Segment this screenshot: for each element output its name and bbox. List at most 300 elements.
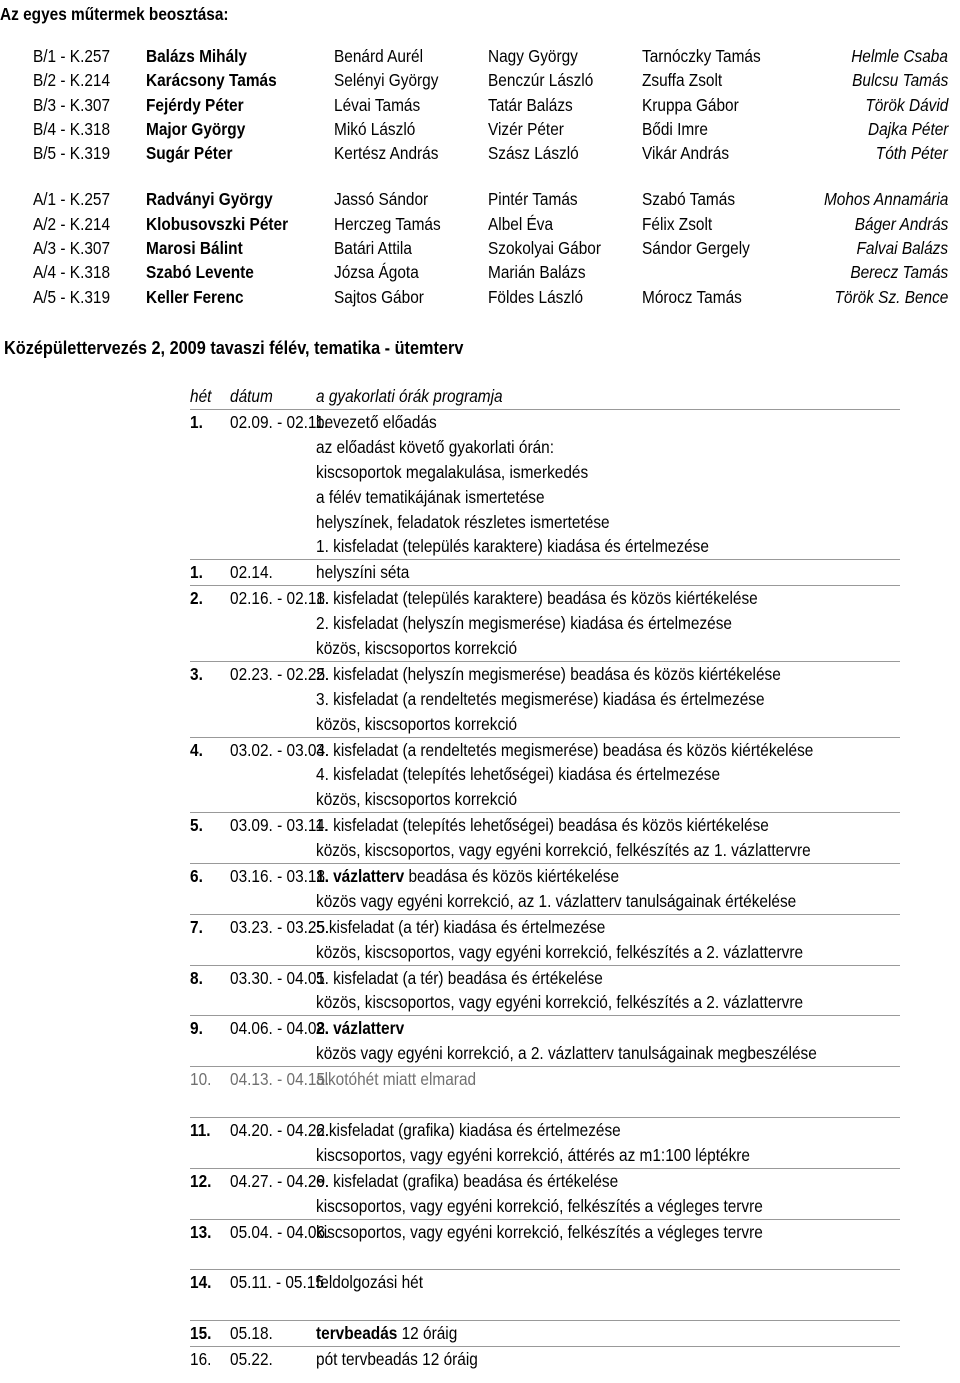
week-number	[190, 1321, 228, 1346]
week-date	[230, 1169, 330, 1194]
week-date	[230, 738, 330, 763]
studio-teacher-text: Batári Attila	[334, 238, 412, 259]
program-line	[316, 687, 900, 712]
week-number	[190, 864, 228, 889]
studio-teacher-text: Mikó László	[334, 118, 416, 139]
studio-leader	[146, 68, 295, 92]
program-line-text	[316, 510, 610, 535]
studio-consultant	[844, 236, 948, 260]
program-text: közös, kiscsoportos korrekció	[316, 789, 518, 810]
week-date-text: 03.23. - 03.25.	[230, 916, 330, 937]
studio-consultant-text: Bulcsu Tamás	[851, 70, 948, 91]
program-text: kiscsoportos, vagy egyéni korrekció, felkészítés a végleges tervre	[316, 1221, 763, 1242]
week-number	[190, 662, 228, 687]
studio-consultant-text: Helmle Csaba	[851, 46, 948, 66]
week-program	[316, 1118, 900, 1168]
program-text: 1. kisfeladat (település karaktere) beadása és közös kiértékelése	[316, 588, 758, 609]
studio-consultant	[807, 187, 948, 211]
week-row	[190, 661, 900, 737]
studio-leader-text: Major György	[146, 118, 246, 139]
week-row	[190, 965, 900, 1016]
studio-row	[0, 117, 960, 141]
studio-teacher	[642, 285, 755, 309]
week-date	[230, 410, 329, 435]
week-row	[190, 409, 900, 559]
week-number	[190, 1270, 228, 1295]
studio-code-text: B/2 - K.214	[33, 70, 111, 91]
program-text: 6.kisfeladat (grafika) kiadása és értelmezése	[316, 1119, 621, 1140]
studio-leader	[146, 44, 261, 68]
studio-row	[0, 212, 960, 236]
program-line	[316, 762, 900, 787]
week-number-text: 2.	[190, 588, 203, 609]
week-program	[316, 1169, 900, 1219]
program-line	[316, 889, 900, 914]
week-date	[230, 560, 314, 585]
studio-code	[33, 117, 121, 141]
studio-teacher-text: Herczeg Tamás	[334, 213, 441, 234]
group-separator	[0, 165, 960, 187]
studio-code	[33, 236, 121, 260]
week-row	[190, 812, 900, 863]
studio-code-text: A/1 - K.257	[33, 189, 111, 210]
program-line-text	[316, 636, 517, 661]
program-text: 4. kisfeladat (telepítés lehetőségei) kiadása és értelmezése	[316, 764, 721, 785]
program-line	[316, 1092, 900, 1117]
program-line-text	[316, 1220, 763, 1245]
week-number	[190, 1347, 228, 1372]
program-line	[316, 738, 900, 763]
studio-teacher-text: Szokolyai Gábor	[488, 238, 601, 259]
program-line-text	[316, 1143, 750, 1168]
studio-leader	[146, 236, 256, 260]
program-text: alkotóhét miatt elmarad	[316, 1069, 477, 1090]
week-date-text: 03.16. - 03.18.	[230, 866, 330, 887]
studio-leader-text: Sugár Péter	[146, 143, 233, 164]
week-date	[230, 813, 329, 838]
program-line	[316, 990, 900, 1015]
header-date: dátum	[230, 386, 273, 406]
program-line	[316, 1244, 900, 1269]
studio-teacher	[334, 141, 453, 165]
program-line	[316, 966, 900, 991]
program-line-text	[316, 1347, 478, 1372]
program-line-text	[316, 611, 732, 636]
program-line	[316, 1143, 900, 1168]
week-date-text: 03.30. - 04.01	[230, 967, 326, 988]
program-line	[316, 1295, 900, 1320]
studio-teacher-text: Félix Zsolt	[642, 213, 713, 234]
studio-teacher	[334, 93, 432, 117]
program-text: 2. kisfeladat (helyszín megismerése) beadása és közös kiértékelése	[316, 663, 781, 684]
studio-leader-text: Fejérdy Péter	[146, 94, 244, 115]
week-program	[316, 1270, 900, 1320]
week-date	[230, 662, 330, 687]
studio-code-text: A/5 - K.319	[33, 286, 111, 307]
program-line-text	[316, 687, 765, 712]
program-line	[316, 915, 900, 940]
program-text: közös, kiscsoportos, vagy egyéni korrekció, felkészítés a 2. vázlattervre	[316, 941, 804, 962]
program-line	[316, 485, 900, 510]
studio-code-text: B/3 - K.307	[33, 94, 111, 115]
program-text: 12 óráig	[397, 1323, 458, 1344]
studio-code-text: A/2 - K.214	[33, 213, 111, 234]
week-row	[190, 1168, 900, 1219]
studio-leader	[146, 93, 257, 117]
program-line-text	[316, 838, 811, 863]
program-text: közös, kiscsoportos, vagy egyéni korrekció, felkészítés az 1. vázlattervre	[316, 840, 811, 861]
program-line-text	[316, 560, 409, 585]
studio-leader	[146, 187, 290, 211]
studio-teacher	[488, 260, 599, 284]
week-number	[190, 1118, 228, 1143]
program-text: közös, kiscsoportos, vagy egyéni korrekció, felkészítés a 2. vázlattervre	[316, 992, 804, 1013]
program-highlight: 2. vázlatterv	[316, 1018, 405, 1039]
studio-consultant	[838, 44, 948, 68]
program-line	[316, 534, 900, 559]
week-number-text: 7.	[190, 916, 203, 937]
studio-consultant-text: Török Dávid	[864, 94, 948, 115]
program-line	[316, 636, 900, 661]
program-text: 4. kisfeladat (telepítés lehetőségei) beadása és közös kiértékelése	[316, 815, 769, 836]
studio-teacher-text: Sándor Gergely	[642, 238, 750, 259]
week-row	[190, 863, 900, 914]
studio-teacher-text: Jassó Sándor	[334, 189, 429, 210]
schedule-weeks	[190, 409, 900, 1372]
week-row	[190, 1015, 900, 1066]
studio-leader-text: Marosi Bálint	[146, 238, 243, 259]
studio-consultant-text: Báger András	[854, 213, 948, 234]
program-line	[316, 1347, 900, 1372]
week-date-text: 04.13. - 04.15.	[230, 1069, 330, 1090]
week-row	[190, 1117, 900, 1168]
program-text: 1. kisfeladat (település karaktere) kiadása és értelmezése	[316, 536, 709, 557]
studio-teacher	[488, 236, 616, 260]
studio-leader-text: Karácsony Tamás	[146, 70, 277, 91]
studio-teacher	[334, 187, 441, 211]
program-line-text	[316, 485, 545, 510]
week-number-text: 1.	[190, 562, 203, 583]
program-line	[316, 611, 900, 636]
studio-teacher	[642, 236, 765, 260]
week-number	[190, 586, 228, 611]
week-date-text: 02.23. - 02.25.	[230, 663, 330, 684]
week-date-text: 04.27. - 04.29.	[230, 1170, 330, 1191]
studio-consultant	[839, 68, 948, 92]
week-date-text: 03.02. - 03.04.	[230, 739, 330, 760]
studio-teacher-text: Szász László	[488, 143, 579, 164]
studio-teacher	[642, 212, 722, 236]
week-date	[230, 1067, 330, 1092]
studio-teacher-text: Vikár András	[642, 143, 730, 164]
program-text: helyszíni séta	[316, 562, 410, 583]
program-line-text	[316, 915, 605, 940]
studio-consultant	[854, 93, 948, 117]
studio-consultant-text: Török Sz. Bence	[834, 286, 948, 307]
program-line-text	[316, 940, 803, 965]
week-date	[230, 864, 330, 889]
program-highlight: tervbeadás	[316, 1323, 398, 1344]
studio-teacher	[488, 117, 574, 141]
program-text: pót tervbeadás 12 óráig	[316, 1348, 478, 1369]
week-row	[190, 1346, 900, 1372]
studio-teacher-text: Selényi György	[334, 70, 439, 91]
studio-teacher-text: Józsa Ágota	[334, 262, 419, 283]
week-number-text: 1.	[190, 412, 203, 432]
studio-leader-text: Klobusovszki Péter	[146, 213, 289, 234]
studio-leader-text: Radványi György	[146, 189, 273, 210]
studio-teacher-text: Benczúr László	[488, 70, 594, 91]
program-line	[316, 1220, 900, 1245]
program-highlight: 1. vázlatterv	[316, 866, 405, 887]
program-line	[316, 1321, 900, 1346]
schedule-title: Középülettervezés 2, 2009 tavaszi félév, tematika - ütemterv	[4, 337, 464, 358]
program-text: 3. kisfeladat (a rendeltetés megismerése) kiadása és értelmezése	[316, 688, 765, 709]
studio-teacher	[488, 212, 562, 236]
week-date	[230, 1016, 330, 1041]
week-date	[230, 1118, 330, 1143]
week-date	[230, 586, 330, 611]
week-program	[316, 586, 900, 661]
program-text: feldolgozási hét	[316, 1272, 424, 1293]
week-number-text: 16.	[190, 1348, 212, 1369]
studio-consultant	[837, 260, 948, 284]
program-line-text	[316, 1118, 621, 1143]
week-program	[316, 1016, 900, 1066]
week-program	[316, 662, 900, 737]
studio-code	[33, 260, 121, 284]
week-date	[230, 1270, 329, 1295]
studio-leader-text: Keller Ferenc	[146, 286, 244, 307]
studio-leader	[146, 285, 257, 309]
week-row	[190, 737, 900, 813]
week-number	[190, 1016, 228, 1041]
studio-row	[0, 44, 960, 68]
studio-code-text: B/1 - K.257	[33, 46, 111, 66]
week-program	[316, 1321, 900, 1346]
program-line-text	[316, 1270, 423, 1295]
studio-code	[33, 285, 121, 309]
week-date-text: 04.20. - 04.22.	[230, 1119, 330, 1140]
program-line-text	[316, 1041, 817, 1066]
week-number	[190, 560, 228, 585]
program-line-text	[316, 435, 554, 460]
studio-teacher	[334, 68, 453, 92]
week-number-text: 4.	[190, 739, 203, 760]
program-line-text	[316, 1169, 618, 1194]
week-number	[190, 738, 228, 763]
program-text: a félév tematikájának ismertetése	[316, 486, 545, 507]
studio-teacher-text: Lévai Tamás	[334, 94, 421, 115]
schedule-header	[190, 384, 900, 409]
studio-teacher-text: Mórocz Tamás	[642, 286, 742, 307]
studio-teacher	[334, 44, 435, 68]
program-line-text	[316, 813, 769, 838]
program-text: közös, kiscsoportos korrekció	[316, 638, 518, 659]
studio-leader-text: Balázs Mihály	[146, 46, 248, 66]
program-line	[316, 940, 900, 965]
program-line-text	[316, 1194, 763, 1219]
studio-code-text: B/4 - K.318	[33, 118, 111, 139]
studio-teacher	[334, 236, 423, 260]
studio-teacher-text: Tatár Balázs	[488, 94, 573, 115]
week-number-text: 10.	[190, 1069, 212, 1090]
program-text: az előadást követő gyakorlati órán:	[316, 436, 554, 457]
week-date	[230, 1347, 314, 1372]
week-number	[190, 1067, 228, 1092]
week-date	[230, 1321, 314, 1346]
program-line-text	[316, 1321, 457, 1346]
week-program	[316, 738, 900, 813]
studio-teacher	[488, 285, 596, 309]
week-date	[230, 915, 330, 940]
week-row	[190, 914, 900, 965]
program-line	[316, 460, 900, 485]
program-text: közös vagy egyéni korrekció, az 1. vázlatterv tanulságainak értékelése	[316, 890, 797, 911]
studio-teacher	[642, 187, 748, 211]
studio-leader	[146, 117, 259, 141]
studio-teacher-text: Sajtos Gábor	[334, 286, 424, 307]
week-program	[316, 813, 900, 863]
studio-teacher	[334, 117, 426, 141]
week-program	[316, 966, 900, 1016]
program-line	[316, 1169, 900, 1194]
program-line	[316, 864, 900, 889]
page-title: Az egyes műtermek beosztása:	[0, 4, 229, 24]
studio-teacher	[334, 285, 436, 309]
week-number-text: 12.	[190, 1170, 212, 1191]
studio-teacher	[488, 93, 584, 117]
week-row	[190, 559, 900, 585]
week-row	[190, 1269, 900, 1320]
studio-consultant-text: Berecz Tamás	[850, 262, 948, 283]
week-program	[316, 560, 900, 585]
studio-consultant-text: Dajka Péter	[867, 118, 948, 139]
week-date-text: 02.09. - 02.11.	[230, 412, 329, 432]
studio-teacher-text: Bődi Imre	[642, 118, 708, 139]
studio-teacher-text: Benárd Aurél	[334, 46, 424, 66]
program-line	[316, 1194, 900, 1219]
week-date-text: 04.06. - 04.08.	[230, 1018, 330, 1039]
studio-code-text: B/5 - K.319	[33, 143, 111, 164]
studio-code	[33, 141, 121, 165]
week-number-text: 9.	[190, 1018, 203, 1039]
program-text: beadása és közös kiértékelése	[404, 866, 620, 887]
program-line-text	[316, 787, 517, 812]
week-program	[316, 1220, 900, 1270]
program-text: bevezető előadás	[316, 412, 437, 432]
studio-leader-text: Szabó Levente	[146, 262, 254, 283]
program-line	[316, 410, 900, 435]
program-line-text	[316, 889, 796, 914]
studio-teacher	[488, 44, 590, 68]
program-line-text	[316, 534, 709, 559]
program-line-text	[316, 966, 603, 991]
studio-teacher-text: Pintér Tamás	[488, 189, 578, 210]
program-line	[316, 1270, 900, 1295]
program-text: kiscsoportok megalakulása, ismerkedés	[316, 461, 589, 482]
program-line	[316, 787, 900, 812]
studio-teacher	[334, 260, 430, 284]
week-number	[190, 813, 228, 838]
header-week: hét	[190, 386, 212, 406]
studio-teacher-text: Szabó Tamás	[642, 189, 736, 210]
program-text: helyszínek, feladatok részletes ismertetése	[316, 511, 610, 532]
week-number-text: 8.	[190, 967, 203, 988]
studio-teacher-text: Zsuffa Zsolt	[642, 70, 723, 91]
program-line	[316, 510, 900, 535]
program-text: 2. kisfeladat (helyszín megismerése) kiadása és értelmezése	[316, 613, 732, 634]
week-date-text: 05.22.	[230, 1348, 273, 1369]
studio-row	[0, 260, 960, 284]
studio-row	[0, 187, 960, 211]
studio-row	[0, 93, 960, 117]
program-line	[316, 586, 900, 611]
header-program: a gyakorlati órák programja	[316, 386, 503, 406]
studio-consultant-text: Tóth Péter	[876, 143, 948, 164]
studio-consultant	[857, 117, 948, 141]
program-line-text	[316, 1016, 404, 1041]
week-number-text: 3.	[190, 663, 203, 684]
week-date-text: 05.18.	[230, 1323, 273, 1344]
week-row	[190, 585, 900, 661]
studio-leader	[146, 212, 307, 236]
studio-teacher	[488, 68, 608, 92]
program-text: kiscsoportos, vagy egyéni korrekció, felkészítés a végleges tervre	[316, 1195, 763, 1216]
studio-consultant-text: Mohos Annamária	[823, 189, 948, 210]
studio-teacher	[488, 141, 591, 165]
program-line	[316, 813, 900, 838]
program-line	[316, 560, 900, 585]
program-line	[316, 662, 900, 687]
week-number-text: 14.	[190, 1272, 212, 1293]
program-line-text	[316, 864, 619, 889]
program-line-text	[316, 990, 803, 1015]
program-line	[316, 712, 900, 737]
week-date	[230, 966, 326, 991]
week-number	[190, 1220, 228, 1245]
studio-code	[33, 93, 121, 117]
program-line	[316, 838, 900, 863]
week-number-text: 6.	[190, 866, 203, 887]
week-date	[230, 1220, 330, 1245]
week-date-text: 05.11. - 05.15.	[230, 1272, 329, 1293]
studio-teacher-text: Kruppa Gábor	[642, 94, 739, 115]
studio-consultant	[866, 141, 948, 165]
studio-leader	[146, 260, 269, 284]
studio-code-text: A/3 - K.307	[33, 238, 111, 259]
studio-code-text: A/4 - K.318	[33, 262, 111, 283]
program-line-text	[316, 662, 781, 687]
program-line	[316, 1016, 900, 1041]
studio-row	[0, 285, 960, 309]
week-date-text: 03.09. - 03.11.	[230, 815, 329, 836]
week-row	[190, 1066, 900, 1117]
week-number	[190, 915, 228, 940]
week-date-text: 02.16. - 02.18.	[230, 588, 330, 609]
week-program	[316, 1067, 900, 1117]
program-text: 3. kisfeladat (a rendeltetés megismerése) beadása és közös kiértékelése	[316, 739, 814, 760]
studio-teacher	[642, 44, 777, 68]
studio-consultant-text: Falvai Balázs	[856, 238, 948, 259]
studio-row	[0, 236, 960, 260]
week-program	[316, 864, 900, 914]
studio-code	[33, 68, 121, 92]
studio-teacher	[488, 187, 590, 211]
week-number	[190, 410, 228, 435]
program-text: közös vagy egyéni korrekció, a 2. vázlatterv tanulságainak megbeszélése	[316, 1043, 817, 1064]
program-line	[316, 1118, 900, 1143]
